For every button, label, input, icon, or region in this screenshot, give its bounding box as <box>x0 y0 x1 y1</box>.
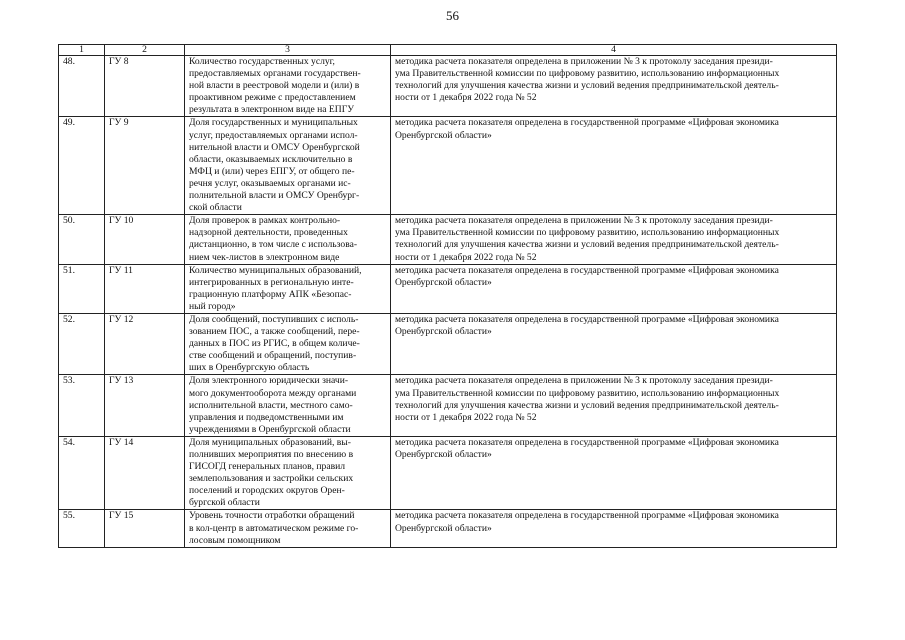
indicator-code-cell: ГУ 15 <box>105 510 185 547</box>
table-row <box>59 510 837 547</box>
row-number-cell: 54. <box>59 436 105 510</box>
table-header-row <box>59 45 837 56</box>
indicator-name-cell: Доля муниципальных образований, вы- полнивших мероприятия по внесению в ГИСОГД генеральных планов, правил землепользования и застройки сельских поселений и городских округов Орен- бургской области <box>185 436 391 510</box>
method-description-cell: методика расчета показателя определена в приложении № 3 к протоколу заседания президи- ума Правительственной комиссии по цифровому развитию, использованию информационных технологий для улучшения качества жизни и условий ведения предпринимательской деятель- ности от 1 декабря 2022 года № 52 <box>391 215 837 264</box>
row-number-cell: 51. <box>59 264 105 313</box>
row-number-cell: 55. <box>59 510 105 547</box>
method-description-cell: методика расчета показателя определена в государственной программе «Цифровая экономика Оренбургской области» <box>391 313 837 374</box>
table-row <box>59 436 837 510</box>
indicator-name-cell: Количество муниципальных образований, интегрированных в региональную инте- грационную платформу АПК «Безопас- ный город» <box>185 264 391 313</box>
indicator-code-cell: ГУ 14 <box>105 436 185 510</box>
table-row <box>59 313 837 374</box>
row-number-cell: 53. <box>59 375 105 436</box>
indicator-code-cell: ГУ 8 <box>105 56 185 117</box>
indicators-table <box>58 44 837 548</box>
indicator-name-cell: Количество государственных услуг, предоставляемых органами государствен- ной власти в реестровой модели и (или) в проактивном режиме с предоставлением результата в электронном виде на ЕПГУ <box>185 56 391 117</box>
method-description-cell: методика расчета показателя определена в государственной программе «Цифровая экономика Оренбургской области» <box>391 436 837 510</box>
column-header-3: 3 <box>185 45 391 56</box>
method-description-cell: методика расчета показателя определена в государственной программе «Цифровая экономика Оренбургской области» <box>391 117 837 215</box>
row-number-cell: 52. <box>59 313 105 374</box>
table-row <box>59 264 837 313</box>
indicator-code-cell: ГУ 12 <box>105 313 185 374</box>
indicator-code-cell: ГУ 10 <box>105 215 185 264</box>
indicator-name-cell: Доля проверок в рамках контрольно- надзорной деятельности, проведенных дистанционно, в том числе с использова- нием чек-листов в электронном виде <box>185 215 391 264</box>
indicator-code-cell: ГУ 9 <box>105 117 185 215</box>
column-header-4: 4 <box>391 45 837 56</box>
indicator-name-cell: Уровень точности отработки обращений в кол-центр в автоматическом режиме го- лосовым помощником <box>185 510 391 547</box>
table-row <box>59 375 837 436</box>
row-number-cell: 50. <box>59 215 105 264</box>
method-description-cell: методика расчета показателя определена в приложении № 3 к протоколу заседания президи- ума Правительственной комиссии по цифровому развитию, использованию информационных технологий для улучшения качества жизни и условий ведения предпринимательской деятель- ности от 1 декабря 2022 года № 52 <box>391 56 837 117</box>
method-description-cell: методика расчета показателя определена в приложении № 3 к протоколу заседания президи- ума Правительственной комиссии по цифровому развитию, использованию информационных технологий для улучшения качества жизни и условий ведения предпринимательской деятель- ности от 1 декабря 2022 года № 52 <box>391 375 837 436</box>
column-header-1: 1 <box>59 45 105 56</box>
row-number-cell: 48. <box>59 56 105 117</box>
indicator-code-cell: ГУ 13 <box>105 375 185 436</box>
page-number: 56 <box>446 8 459 23</box>
table-row <box>59 215 837 264</box>
indicator-name-cell: Доля сообщений, поступивших с исполь- зованием ПОС, а также сообщений, пере- данных в ПОС из РГИС, в общем количе- стве сообщений и обращений, поступив- ших в Оренбургскую область <box>185 313 391 374</box>
row-number-cell: 49. <box>59 117 105 215</box>
table-row <box>59 56 837 117</box>
indicator-name-cell: Доля государственных и муниципальных услуг, предоставляемых органами испол- нительной власти и ОМСУ Оренбургской области, оказываемых исключительно в МФЦ и (или) через ЕПГУ, от общего пе- речня услуг, оказываемых органами ис- полнительной власти и ОМСУ Оренбург- ской области <box>185 117 391 215</box>
column-header-2: 2 <box>105 45 185 56</box>
indicator-code-cell: ГУ 11 <box>105 264 185 313</box>
indicator-name-cell: Доля электронного юридически значи- мого документооборота между органами исполнительной власти, местного само- управления и подведомственными им учреждениями в Оренбургской области <box>185 375 391 436</box>
method-description-cell: методика расчета показателя определена в государственной программе «Цифровая экономика Оренбургской области» <box>391 264 837 313</box>
method-description-cell: методика расчета показателя определена в государственной программе «Цифровая экономика Оренбургской области» <box>391 510 837 547</box>
table-row <box>59 117 837 215</box>
